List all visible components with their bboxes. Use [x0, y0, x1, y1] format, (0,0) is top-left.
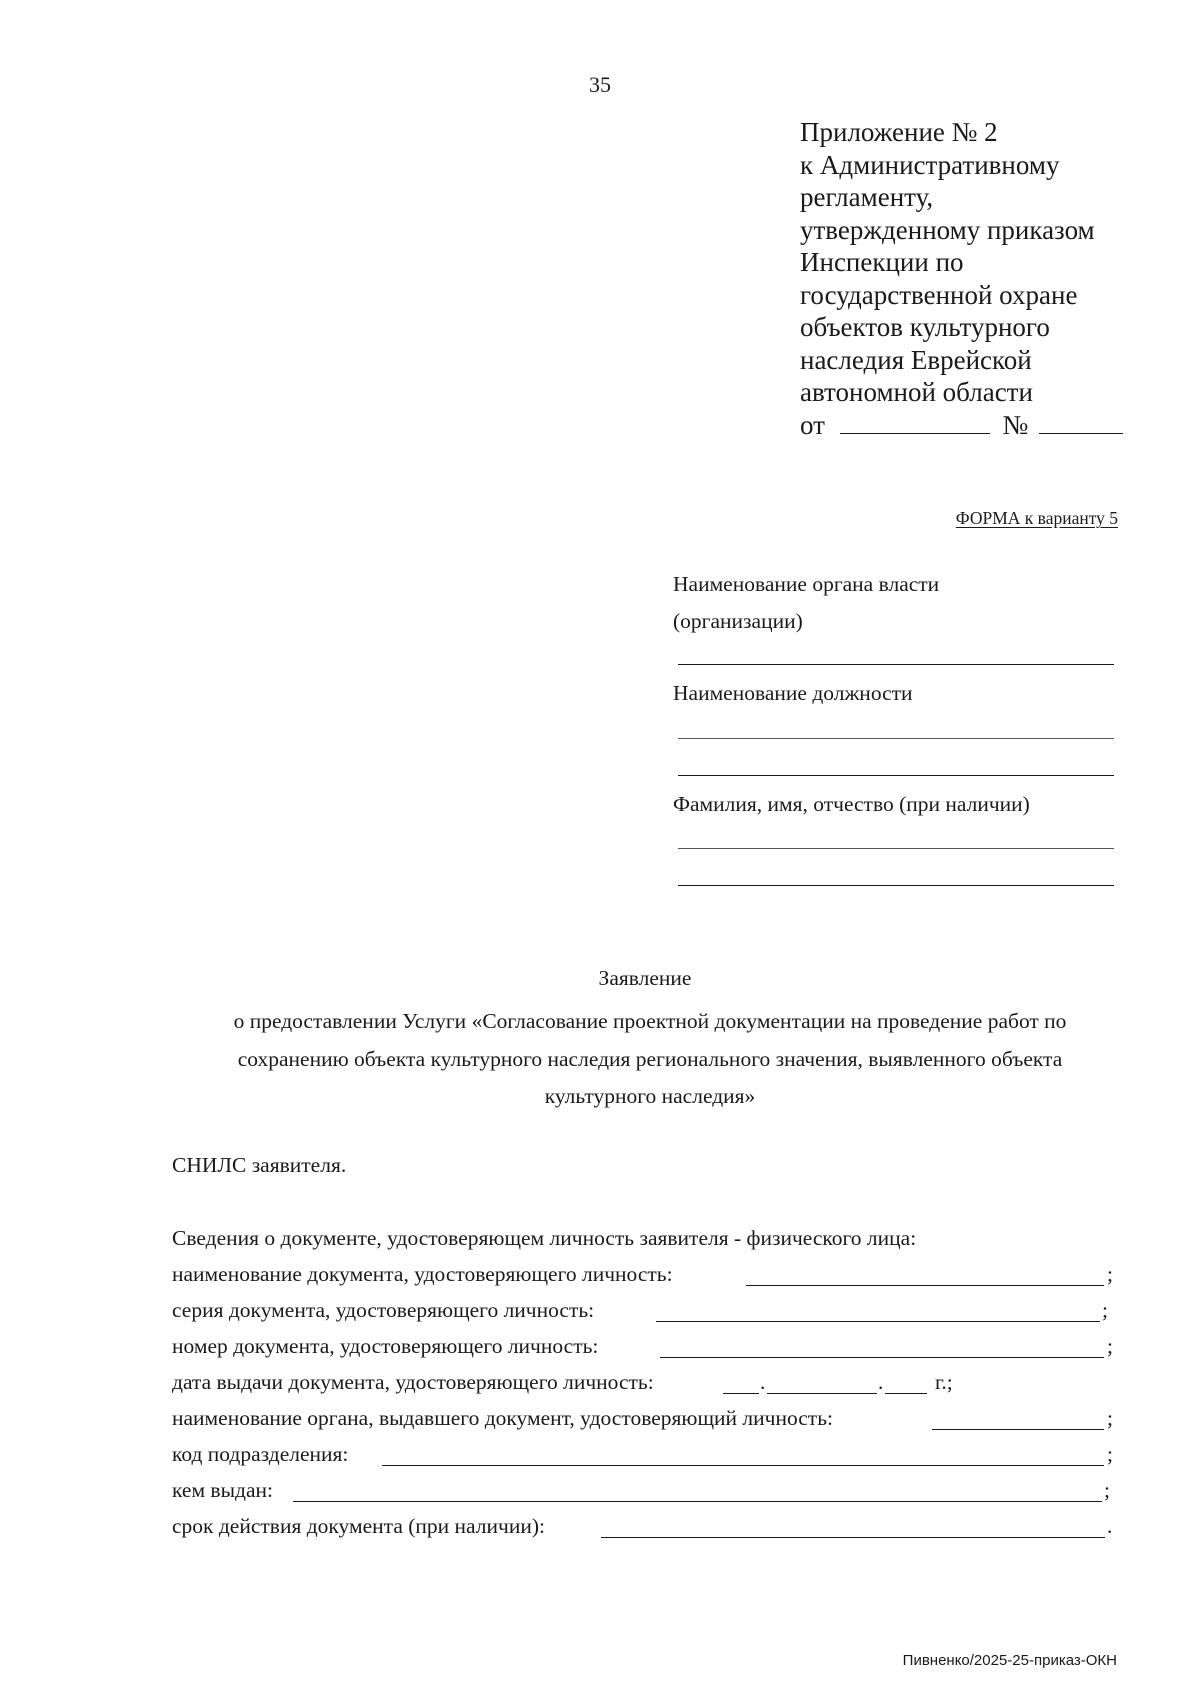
fio-field-line[interactable] — [678, 848, 1114, 849]
identity-heading: Сведения о документе, удостоверяющем личность заявителя - физического лица: — [172, 1226, 917, 1250]
issue-date-label: дата выдачи документа, удостоверяющего личность: — [172, 1370, 654, 1394]
appendix-line: государственной охране — [800, 279, 1078, 310]
issuer-semicolon: ; — [1107, 1406, 1113, 1430]
issue-date-suffix: г.; — [935, 1370, 953, 1394]
date-blank[interactable] — [840, 409, 990, 434]
division-code-field[interactable] — [382, 1465, 1104, 1466]
validity-field[interactable] — [601, 1537, 1105, 1538]
fio-field-line[interactable] — [678, 885, 1114, 886]
appendix-line: к Административному — [800, 149, 1060, 180]
appendix-header — [800, 116, 1130, 441]
date-prefix: от — [800, 409, 825, 440]
appendix-line: наследия Еврейской — [800, 344, 1032, 375]
snils-label: СНИЛС заявителя. — [172, 1153, 347, 1177]
appendix-date-line — [800, 409, 1130, 442]
authority-label-sub: (организации) — [673, 609, 803, 633]
position-label: Наименование должности — [673, 681, 913, 705]
appendix-line: Инспекции по — [800, 247, 964, 277]
subtitle-line: о предоставлении Услуги «Согласование проектной документации на проведение работ по — [233, 1009, 1067, 1033]
issue-month-field[interactable] — [767, 1393, 877, 1394]
authority-label: Наименование органа власти — [673, 572, 940, 596]
division-code-semicolon: ; — [1107, 1442, 1113, 1466]
issue-date-dot: . — [760, 1370, 766, 1394]
number-semicolon: ; — [1107, 1334, 1113, 1358]
series-field[interactable] — [656, 1321, 1100, 1322]
position-field-line[interactable] — [678, 738, 1114, 739]
issue-date-dot: . — [878, 1370, 884, 1394]
form-caption: ФОРМА к варианту 5 — [955, 508, 1118, 528]
appendix-line: автономной области — [800, 377, 1033, 407]
appendix-line: утвержденному приказом — [800, 214, 1095, 245]
series-label: серия документа, удостоверяющего личность: — [172, 1298, 595, 1322]
subtitle-line: культурного наследия» — [544, 1084, 756, 1108]
series-semicolon: ; — [1102, 1298, 1108, 1322]
doc-name-semicolon: ; — [1107, 1262, 1113, 1286]
number-field[interactable] — [660, 1357, 1104, 1358]
page-number: 35 — [589, 72, 611, 97]
appendix-line: объектов культурного — [800, 312, 1050, 342]
appendix-line: Приложение № 2 — [800, 117, 998, 147]
validity-label: срок действия документа (при наличии): — [172, 1514, 545, 1538]
issued-by-label: кем выдан: — [172, 1478, 273, 1502]
appendix-line: регламенту, — [800, 182, 934, 212]
issue-year-field[interactable] — [885, 1393, 927, 1394]
issuer-label: наименование органа, выдавшего документ, удостоверяющий личность: — [172, 1406, 833, 1430]
statement-subtitle — [170, 1003, 1130, 1116]
number-sign: № — [1002, 409, 1029, 440]
fio-label: Фамилия, имя, отчество (при наличии) — [673, 792, 1030, 816]
statement-title: Заявление — [598, 966, 692, 990]
issue-day-field[interactable] — [723, 1393, 759, 1394]
issued-by-semicolon: ; — [1104, 1478, 1110, 1502]
document-footer-code: Пивненко/2025-25-приказ-ОКН — [902, 1652, 1117, 1669]
validity-period: . — [1107, 1514, 1113, 1538]
position-field-line[interactable] — [678, 775, 1114, 776]
doc-name-field[interactable] — [746, 1285, 1104, 1286]
issuer-field[interactable] — [932, 1429, 1104, 1430]
authority-field-line[interactable] — [678, 664, 1114, 665]
subtitle-line: сохранению объекта культурного наследия регионального значения, выявленного объекта — [237, 1046, 1063, 1071]
issued-by-field[interactable] — [293, 1501, 1102, 1502]
division-code-label: код подразделения: — [172, 1442, 349, 1466]
doc-name-label: наименование документа, удостоверяющего личность: — [172, 1262, 673, 1286]
number-label: номер документа, удостоверяющего личность: — [172, 1334, 599, 1358]
number-blank[interactable] — [1039, 409, 1123, 434]
